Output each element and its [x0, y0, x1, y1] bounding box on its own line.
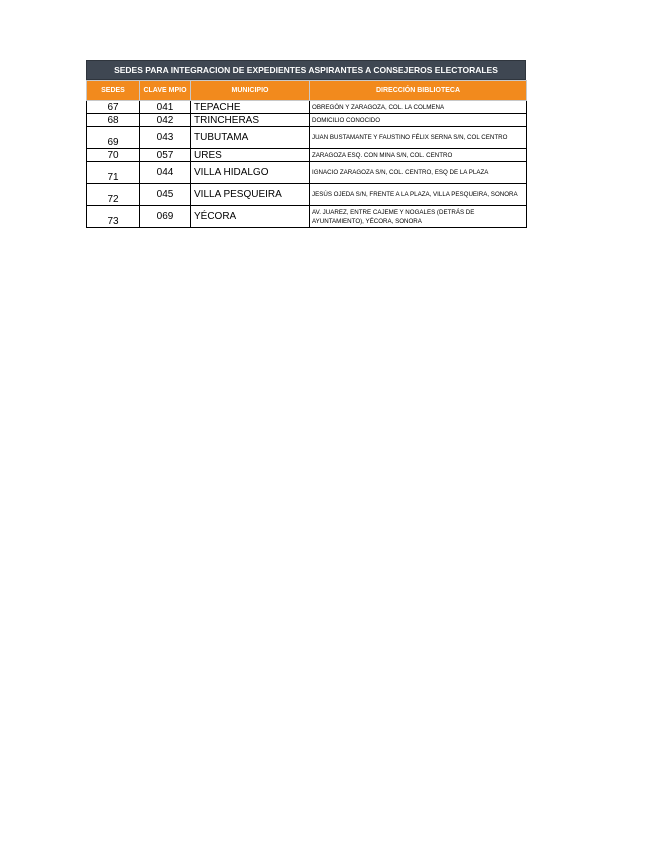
municipio-cell: TUBUTAMA	[191, 127, 310, 149]
direccion-cell: JESÚS OJEDA S/N, FRENTE A LA PLAZA, VILLA PESQUEIRA, SONORA	[310, 184, 527, 206]
sede-cell: 73	[87, 206, 140, 228]
municipio-cell: YÉCORA	[191, 206, 310, 228]
header-clave-mpio: CLAVE MPIO	[140, 81, 191, 101]
direccion-cell: DOMICILIO CONOCIDO	[310, 114, 527, 127]
sede-cell: 72	[87, 184, 140, 206]
clave-cell: 041	[140, 101, 191, 114]
header-row	[87, 81, 527, 101]
sede-cell: 69	[87, 127, 140, 149]
clave-cell: 045	[140, 184, 191, 206]
municipio-cell: URES	[191, 149, 310, 162]
table-row	[87, 149, 527, 162]
clave-cell: 069	[140, 206, 191, 228]
sedes-table	[86, 80, 527, 228]
clave-cell: 057	[140, 149, 191, 162]
clave-cell: 042	[140, 114, 191, 127]
clave-cell: 043	[140, 127, 191, 149]
sede-cell: 68	[87, 114, 140, 127]
sede-cell: 71	[87, 162, 140, 184]
sede-cell: 70	[87, 149, 140, 162]
table-title: SEDES PARA INTEGRACION DE EXPEDIENTES ASPIRANTES A CONSEJEROS ELECTORALES	[86, 60, 526, 80]
table-row	[87, 114, 527, 127]
table-row	[87, 162, 527, 184]
direccion-cell: IGNACIO ZARAGOZA S/N, COL. CENTRO, ESQ DE LA PLAZA	[310, 162, 527, 184]
spreadsheet-table	[86, 60, 526, 228]
clave-cell: 044	[140, 162, 191, 184]
table-row	[87, 101, 527, 114]
sede-cell: 67	[87, 101, 140, 114]
header-direccion-biblioteca: DIRECCIÓN BIBLIOTECA	[310, 81, 527, 101]
header-municipio: MUNICIPIO	[191, 81, 310, 101]
municipio-cell: TRINCHERAS	[191, 114, 310, 127]
direccion-cell: AV. JUAREZ, ENTRE CAJEME Y NOGALES (DETRÁS DE AYUNTAMIENTO), YÉCORA, SONORA	[310, 206, 527, 228]
direccion-cell: JUAN BUSTAMANTE Y FAUSTINO FÉLIX SERNA S/N, COL CENTRO	[310, 127, 527, 149]
table-row	[87, 184, 527, 206]
header-sedes: SEDES	[87, 81, 140, 101]
municipio-cell: VILLA HIDALGO	[191, 162, 310, 184]
table-row	[87, 206, 527, 228]
table-row	[87, 127, 527, 149]
direccion-cell: ZARAGOZA ESQ. CON MINA S/N, COL. CENTRO	[310, 149, 527, 162]
municipio-cell: TEPACHE	[191, 101, 310, 114]
municipio-cell: VILLA PESQUEIRA	[191, 184, 310, 206]
direccion-cell: OBREGÓN Y ZARAGOZA, COL. LA COLMENA	[310, 101, 527, 114]
